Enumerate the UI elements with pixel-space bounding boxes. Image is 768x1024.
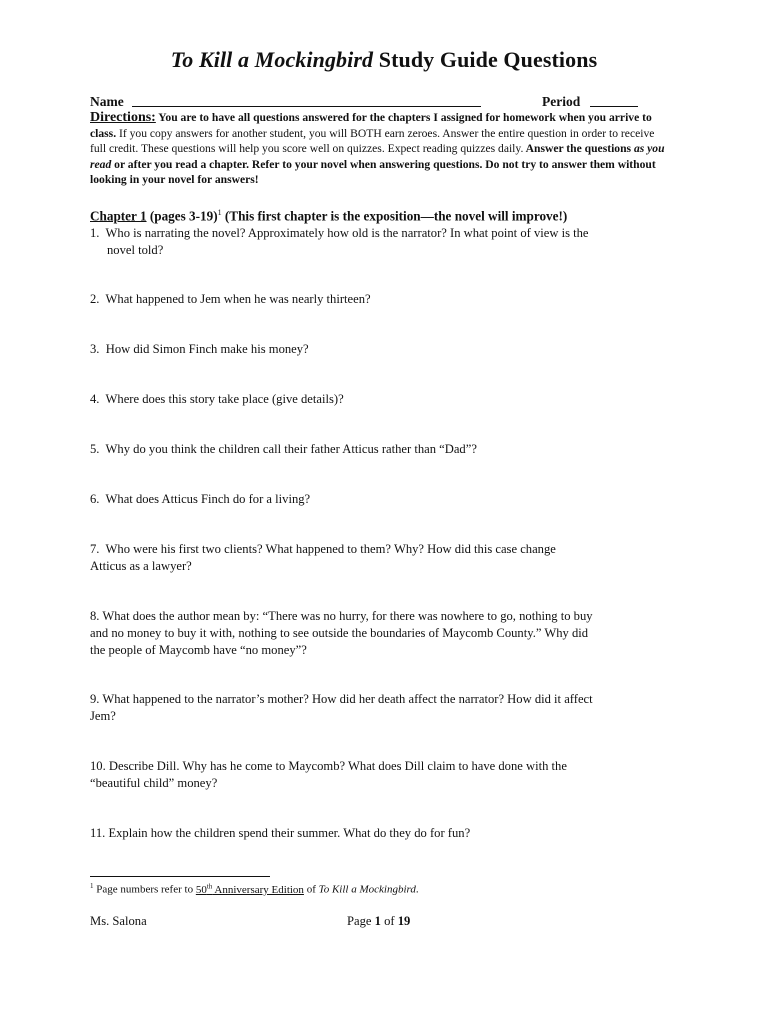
question-3 [90,341,680,358]
period-blank-line [590,106,638,107]
directions-bold-2-italic: as you read [90,142,665,171]
title-book-name: To Kill a Mockingbird [170,47,374,72]
question-text: What happened to the narrator’s mother? How did her death affect the narrator? How did it affect Jem? [90,692,593,723]
question-number: 2. [90,292,100,306]
footnote-marker: 1 [90,882,94,890]
footnote-text-of: of [303,883,319,896]
footer-teacher: Ms. Salona [90,914,147,928]
question-text: What does Atticus Finch do for a living? [105,492,311,506]
footnote [90,882,419,896]
question-5 [90,441,680,458]
title-rest: Study Guide Questions [373,47,598,72]
directions-bold-2a: Answer the questions [523,142,634,156]
page-title [0,47,768,73]
page-current: 1 [374,914,381,928]
period-label: Period [542,94,581,109]
chapter-note: (This first chapter is the exposition—the novel will improve!) [221,208,568,224]
question-number: 7. [90,542,100,556]
name-blank-line [132,106,481,107]
name-label: Name [90,94,124,109]
footnote-book-title: To Kill a Mockingbird [318,883,416,896]
question-8 [90,608,595,659]
question-7 [90,541,590,575]
question-number: 6. [90,492,100,506]
directions-paragraph [90,110,672,188]
question-text: How did Simon Finch make his money? [105,342,309,356]
chapter-pages: (pages 3-19) [146,208,218,224]
chapter-heading [90,208,690,224]
question-10 [90,758,615,792]
question-number: 1. [90,226,100,240]
question-11 [90,825,680,842]
page-of-word: of [380,914,398,928]
question-text: What does the author mean by: “There was no hurry, for there was nowhere to go, nothing to buy and no money to buy it with, nothing to see outside the boundaries of Maycomb County.” Why did the people of Maycomb have “no money”? [90,609,593,657]
page-total: 19 [397,914,411,928]
question-text: What happened to Jem when he was nearly thirteen? [105,292,371,306]
question-text: Describe Dill. Why has he come to Maycomb? What does Dill claim to have done with the “beautiful child” money? [90,759,567,790]
question-2 [90,291,680,308]
directions-label: Directions: [90,110,156,125]
question-number: 4. [90,392,100,406]
edition-name: Anniversary Edition [212,883,304,896]
question-text-continued: novel told? [107,243,164,257]
question-number: 11. [90,826,106,840]
page-word: Page [347,914,375,928]
edition-link-text [196,884,304,896]
chapter-footnote-marker: 1 [217,208,222,217]
question-1 [90,225,680,259]
footer-page-number [347,914,410,929]
question-4 [90,391,680,408]
directions-bold-2b: or after you read a chapter. Refer to your novel when answering questions. Do not try to answer them without looking in your novel for answers! [90,157,656,187]
question-text: Who is narrating the novel? Approximately how old is the narrator? In what point of view is the [105,226,589,240]
question-text: Where does this story take place (give details)? [105,392,344,406]
question-number: 8. [90,609,100,623]
footnote-divider [90,876,270,877]
footnote-text: Page numbers refer to [93,883,196,896]
directions-plain-1: If you copy answers for another student, you will BOTH earn zeroes. Answer the entire question in order to receive full credit. These questions will help you score well on quizzes. Expect reading quizzes daily. [90,126,655,156]
directions-bold-1: You are to have all questions answered for the chapters I assigned for homework when you arrive to class. [90,111,652,140]
question-text: Explain how the children spend their summer. What do they do for fun? [108,826,471,840]
question-number: 3. [90,342,100,356]
question-9 [90,691,615,725]
question-text: Who were his first two clients? What happened to them? Why? How did this case change Atticus as a lawyer? [90,542,556,573]
question-number: 10. [90,759,106,773]
footnote-period: . [415,883,419,896]
question-number: 9. [90,692,100,706]
edition-number: 50 [195,883,207,896]
question-number: 5. [90,442,100,456]
question-6 [90,491,680,508]
question-text: Why do you think the children call their father Atticus rather than “Dad”? [105,442,477,456]
edition-ordinal-suffix: th [206,882,213,890]
chapter-label: Chapter 1 [90,208,147,224]
